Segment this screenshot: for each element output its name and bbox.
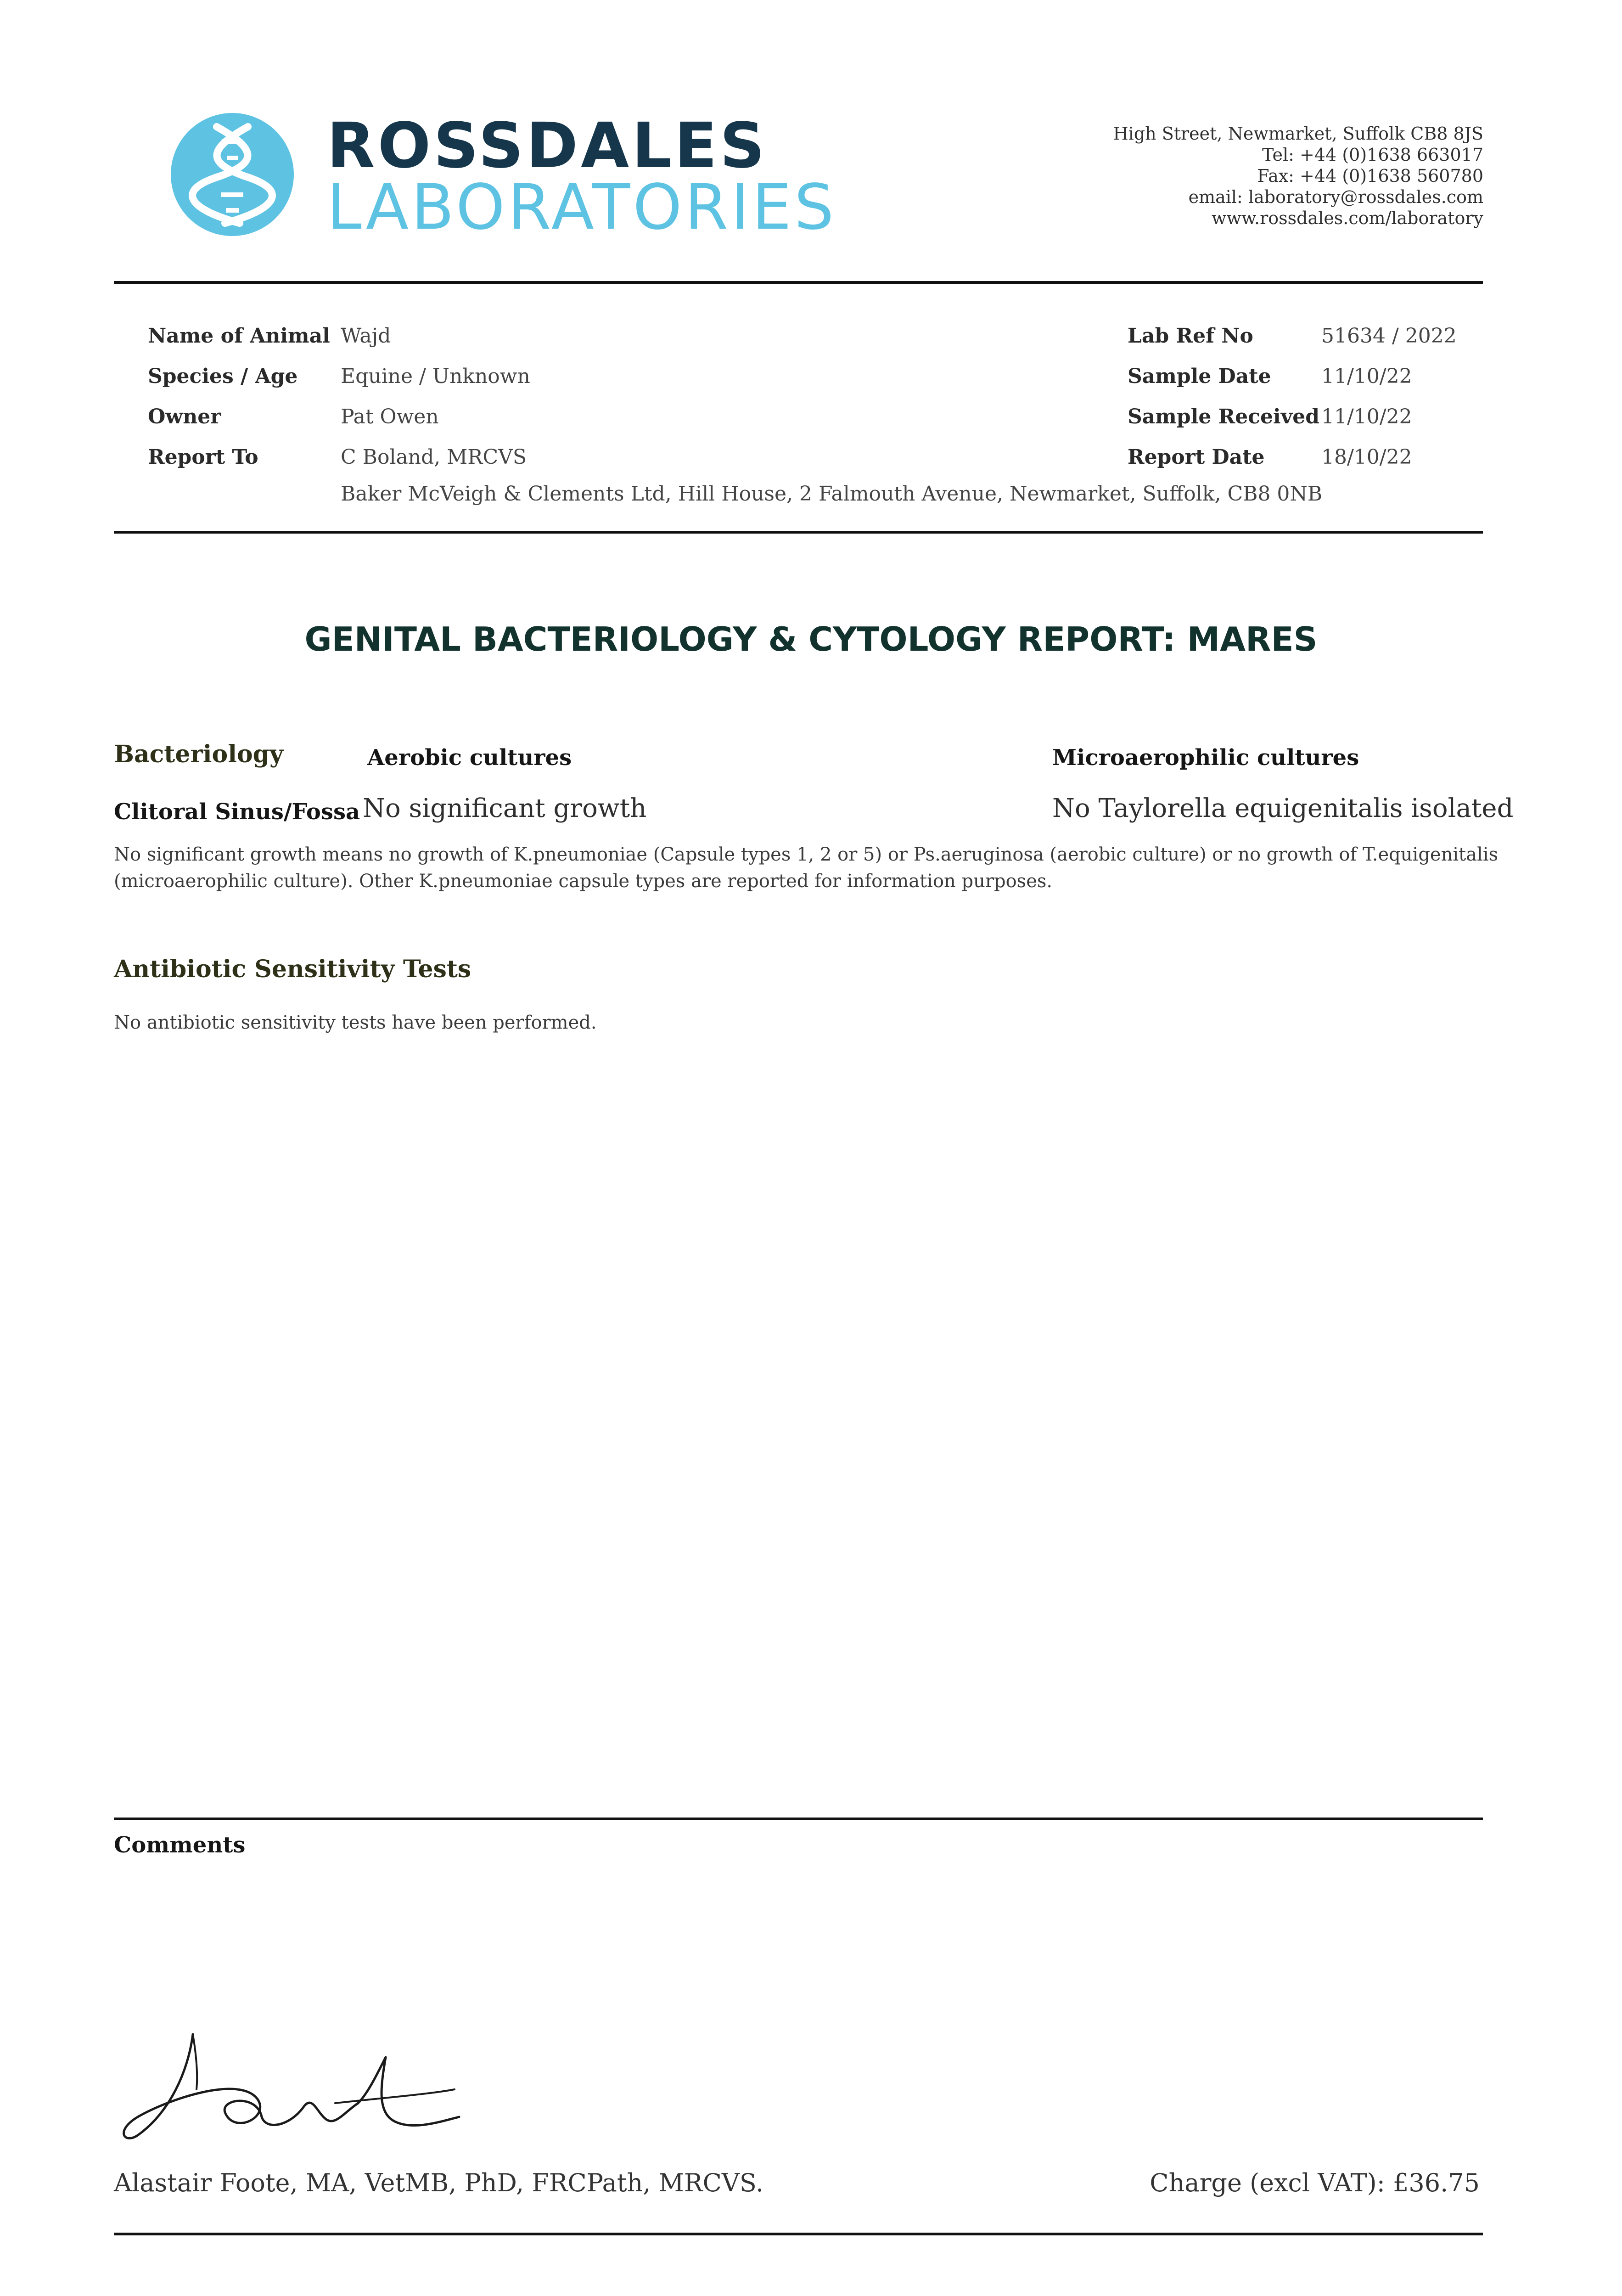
address-tel: Tel: +44 (0)1638 663017 [1262, 145, 1483, 165]
logo-wordmark-top: ROSSDALES [327, 110, 768, 182]
label-sample-received: Sample Received [1128, 405, 1320, 428]
sample-site-label: Clitoral Sinus/Fossa [114, 799, 360, 825]
aerobic-result: No significant growth [363, 793, 647, 823]
report-title: GENITAL BACTERIOLOGY & CYTOLOGY REPORT: MARES [304, 620, 1318, 658]
logo-emblem [171, 113, 294, 236]
bacteriology-note-line-1: No significant growth means no growth of K.pneumoniae (Capsule types 1, 2 or 5) or Ps.aeruginosa (aerobic culture) or no growth of T.equigenitalis [114, 844, 1499, 865]
label-species-age: Species / Age [148, 365, 298, 388]
antibiotic-text: No antibiotic sensitivity tests have been performed. [114, 1012, 597, 1033]
address-email[interactable]: email: laboratory@rossdales.com [1188, 187, 1483, 207]
label-owner: Owner [148, 405, 221, 428]
aerobic-cultures-header: Aerobic cultures [367, 745, 572, 771]
logo-wordmark-bottom: LABORATORIES [327, 171, 837, 244]
signatory-name: Alastair Foote, MA, VetMB, PhD, FRCPath, MRCVS. [114, 2168, 764, 2197]
label-lab-ref-no: Lab Ref No [1128, 324, 1253, 348]
dna-helix-icon [171, 113, 294, 236]
charge-text: Charge (excl VAT): £36.75 [1150, 2168, 1480, 2197]
comments-heading: Comments [114, 1832, 246, 1858]
header-divider [114, 281, 1483, 284]
microaerophilic-result: No Taylorella equigenitalis isolated [1052, 793, 1514, 823]
label-name-of-animal: Name of Animal [148, 324, 330, 348]
microaerophilic-cultures-header: Microaerophilic cultures [1052, 745, 1359, 771]
lab-address [1113, 123, 1483, 229]
label-sample-date: Sample Date [1128, 365, 1271, 388]
address-website[interactable]: www.rossdales.com/laboratory [1211, 208, 1483, 228]
address-fax: Fax: +44 (0)1638 560780 [1257, 166, 1483, 186]
value-name-of-animal: Wajd [341, 324, 391, 348]
address-street: High Street, Newmarket, Suffolk CB8 8JS [1113, 124, 1483, 144]
label-report-date: Report Date [1128, 445, 1265, 469]
antibiotic-heading: Antibiotic Sensitivity Tests [114, 955, 471, 983]
signature-image [119, 2020, 477, 2158]
value-report-to-address: Baker McVeigh & Clements Ltd, Hill House, 2 Falmouth Avenue, Newmarket, Suffolk, CB8 0NB [341, 482, 1323, 506]
comments-divider [114, 1818, 1483, 1820]
value-owner: Pat Owen [341, 405, 439, 428]
info-divider [114, 531, 1483, 534]
value-species-age: Equine / Unknown [341, 365, 530, 388]
value-report-date: 18/10/22 [1321, 445, 1412, 469]
footer-divider [114, 2233, 1483, 2235]
bacteriology-note-line-2: (microaerophilic culture). Other K.pneumoniae capsule types are reported for information purposes. [114, 871, 1053, 892]
label-report-to: Report To [148, 445, 258, 469]
value-lab-ref-no: 51634 / 2022 [1321, 324, 1457, 348]
bacteriology-heading: Bacteriology [114, 740, 284, 768]
value-sample-date: 11/10/22 [1321, 365, 1412, 388]
value-sample-received: 11/10/22 [1321, 405, 1412, 428]
value-report-to: C Boland, MRCVS [341, 445, 527, 469]
